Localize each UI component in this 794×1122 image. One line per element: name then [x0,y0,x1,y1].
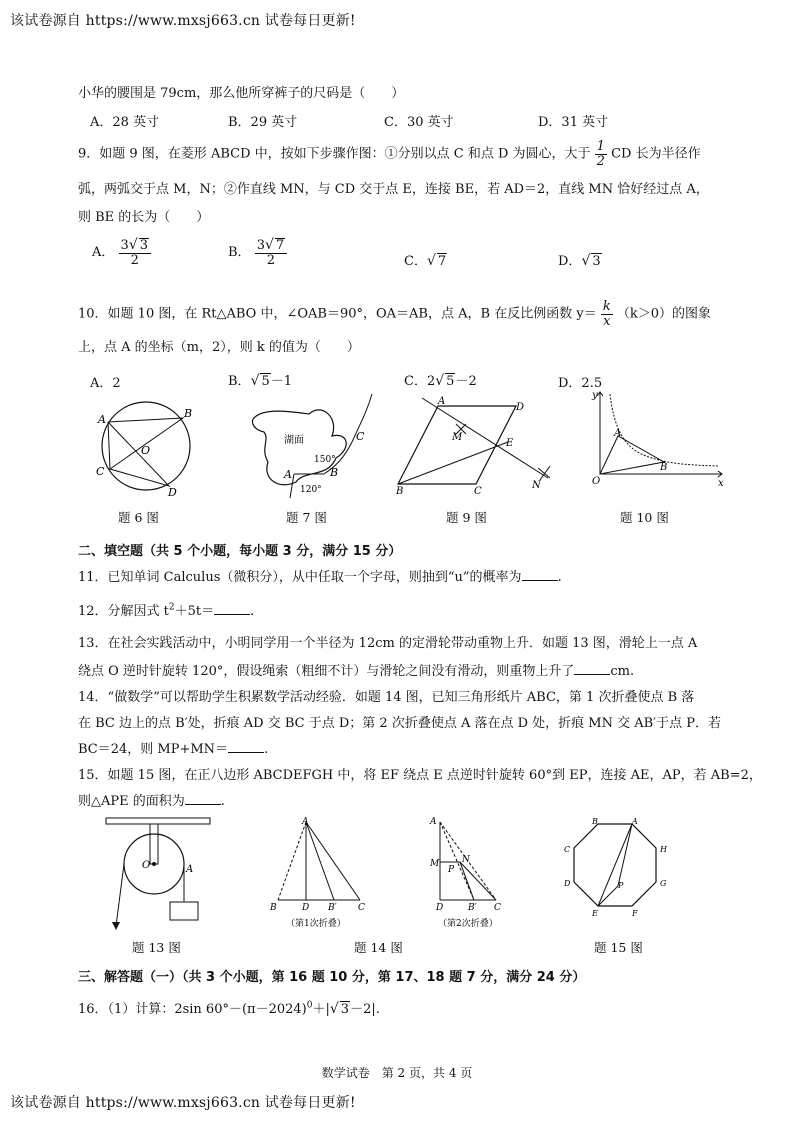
q9-line2: 弧，两弧交于点 M，N；②作直线 MN，与 CD 交于点 E，连接 BE，若 AD＝2，直线 MN 恰好经过点 A， [78,182,709,197]
fig10-label-o: O [592,476,601,487]
fig14-label-a2: A [430,817,437,827]
fig15-label-g: G [660,879,667,888]
q10-option-d: D．2.5 [558,376,603,391]
q16-text: 16．（1）计算：2sin $60^\circ-(\pi-2024)^0+|√$ 3－2|. [78,1000,380,1017]
fig10-label-x: x [718,478,724,489]
figure-6 [86,396,206,500]
fig15-caption: 题 15 图 [594,940,643,955]
fig9-caption: 题 9 图 [446,510,487,525]
source-banner-top: 该试卷源自 https://www.mxsj663.cn 试卷每日更新! [10,13,356,29]
q8-option-d: D．31 英寸 [538,115,609,130]
q11-text: 11．已知单词 Calculus（微积分），从中任取一个字母，则抽到“u”的概率为 . [78,570,562,585]
fig14-label-b-prime2: B′ [468,903,477,913]
fig9-label-d: D [516,402,525,413]
fig14-label-m: M [430,859,440,869]
fig15-label-b: B [592,817,598,826]
fig10-label-a: A [614,428,622,439]
fig15-label-d: D [564,879,571,888]
fig14-label-c1: C [358,903,365,913]
q9-half-fraction: $\frac{1}{2}$ [596,139,605,169]
fig7-label-b: B [330,466,339,479]
fig9-label-c: C [474,486,482,497]
section-3-title: 三、解答题（一）（共 3 个小题，第 16 题 10 分，第 17、18 题 7 分，满分 24 分） [78,970,586,985]
fig15-label-a: A [632,817,638,826]
figure-10 [588,388,728,492]
fig14-sub1: （第1次折叠） [286,919,346,929]
q9-line1: 9．如题 9 图，在菱形 ABCD 中，按如下步骤作图：①分别以点 C 和点 D 为圆心，大于 $\frac{1}{2}$ CD 长为半径作 [78,139,701,169]
fig6-label-b: B [184,407,193,420]
fig6-label-c: C [96,465,105,478]
fig14-label-d2: D [436,903,444,913]
fig13-caption: 题 13 图 [132,940,181,955]
q9-option-c: C．√ 7 [404,253,447,269]
q10-option-a: A．2 [90,376,121,391]
fig9-label-e: E [506,438,514,449]
fig13-label-o: O [142,860,151,871]
fig14-label-a1: A [302,817,309,827]
q8-option-c: C．30 英寸 [384,115,454,130]
fig10-label-y: y [592,390,598,401]
q9-line3: 则 BE 的长为（ ） [78,210,210,225]
fig10-label-b: B [660,462,668,473]
q10-line2: 上，点 A 的坐标（m，2），则 k 的值为（ ） [78,340,360,355]
fig15-label-c: C [564,845,571,854]
fig10-caption: 题 10 图 [620,510,669,525]
fig9-label-n: N [532,480,541,491]
q10-option-c: C．2√ 5－2 [404,373,477,389]
fig9-label-b: B [396,486,404,497]
q9-option-b: B． $\frac{3√ 7}{2}$ [228,238,287,267]
q9-option-d: D．√ 3 [558,253,601,269]
fig15-label-h: H [660,845,667,854]
fig14-label-c2: C [494,903,501,913]
figure-7 [244,392,380,502]
fig7-angle-120: 120° [300,485,322,495]
fig14-label-b1: B [270,903,277,913]
fig6-caption: 题 6 图 [118,510,159,525]
q13-line2: 绕点 O 逆时针旋转 120°，假设绳索（粗细不计）与滑轮之间没有滑动，则重物上升了 cm. [78,664,635,679]
fig15-label-f: F [632,909,638,918]
fig7-label-c: C [356,430,365,443]
source-banner-bottom: 该试卷源自 https://www.mxsj663.cn 试卷每日更新! [10,1095,356,1111]
q14-line2: 在 BC 边上的点 B′处，折痕 AD 交 BC 于点 D；第 2 次折叠使点 A 落在点 D 处，折痕 MN 交 AB′于点 P．若 [78,716,722,731]
fig14-label-n: N [462,855,470,865]
fig9-label-m: M [452,432,463,443]
fig14-label-p: P [448,865,455,875]
fig6-label-a: A [98,413,106,426]
fig15-label-p: P [618,881,624,890]
page-footer: 数学试卷 第 2 页，共 4 页 [321,1066,473,1080]
fig7-lake-label: 湖面 [284,435,304,446]
q8-stem: 小华的腰围是 79cm，那么他所穿裤子的尺码是（ ） [78,86,405,101]
fig14-label-b-prime1: B′ [328,903,337,913]
fig15-label-e: E [592,909,598,918]
q8-option-a: A．28 英寸 [90,115,160,130]
fig13-label-a: A [186,864,194,875]
fig7-label-a: A [284,468,292,481]
q14-line3: BC＝24，则 MP+MN＝ . [78,742,269,757]
figure-14 [264,816,514,934]
figure-13 [98,814,216,932]
fig6-label-d: D [168,486,177,499]
fig6-label-o: O [141,444,151,457]
figure-9 [392,394,564,498]
q8-option-b: B．29 英寸 [228,115,298,130]
fig9-label-a: A [438,396,446,407]
q15-line1: 15．如题 15 图，在正八边形 ABCDEFGH 中，将 EF 绕点 E 点逆时针旋转 60°到 EP，连接 AE，AP，若 AB=2， [78,768,762,783]
q15-line2: 则△APE 的面积为 . [78,794,225,809]
q13-line1: 13．在社会实践活动中，小明同学用一个半径为 12cm 的定滑轮带动重物上升．如题 13 图，滑轮上一点 A [78,636,698,651]
q12-text: 12．分解因式 $t^2+5t=$ . [78,602,255,619]
section-2-title: 二、填空题（共 5 个小题，每小题 3 分，满分 15 分） [78,544,402,559]
q10-option-b: B．√ 5－1 [228,373,293,389]
figure-15 [556,814,676,932]
q9-option-a: A． $\frac{3√ 3}{2}$ [92,238,151,267]
q10-line1: 10．如题 10 图，在 Rt△ABO 中，∠OAB＝90°，OA＝AB，点 A，B 在反比例函数 y＝ $\frac{k}{x}$ （k＞0）的图象 [78,299,711,329]
fig7-angle-150: 150° [314,455,336,465]
fig14-caption: 题 14 图 [354,940,403,955]
q14-line1: 14．“做数学”可以帮助学生积累数学活动经验．如题 14 图，已知三角形纸片 ABC，第 1 次折叠使点 B 落 [78,690,695,705]
fig14-sub2: （第2次折叠） [438,919,498,929]
fig14-label-d1: D [302,903,310,913]
fig7-caption: 题 7 图 [286,510,327,525]
